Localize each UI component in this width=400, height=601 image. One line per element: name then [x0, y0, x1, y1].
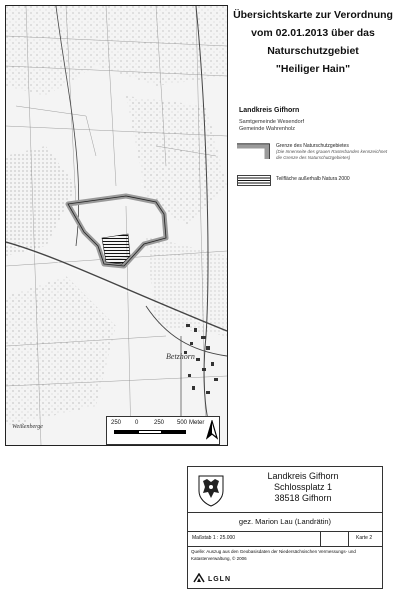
- authority-info-block: [187, 466, 383, 589]
- lgln-logo-text: LGLN: [207, 575, 232, 583]
- legend-natura-label: Teilfläche außerhalb Natura 2000: [276, 176, 350, 182]
- legend-boundary-note: (Die Innenseite des grauen Rasterbandes kennzeichnet die Grenze des Naturschutzgebietes): [276, 149, 388, 160]
- title-line-4: "Heiliger Hain": [275, 63, 351, 75]
- legend-natura-swatch: [237, 173, 271, 184]
- signature-row: gez. Marion Lau (Landrätin): [188, 512, 382, 532]
- lgln-logo-icon: [193, 573, 205, 585]
- gemeinde-label: Gemeinde Wahrenholz: [239, 126, 296, 132]
- title-line-3: Naturschutzgebiet: [267, 45, 359, 57]
- lgln-logo: [193, 573, 231, 585]
- authority-row: [188, 467, 382, 513]
- scale-row: [188, 531, 382, 547]
- scale-label-250: 250: [154, 420, 165, 426]
- scale-bar: [106, 416, 220, 445]
- title-line-2: vom 02.01.2013 über das: [251, 27, 375, 39]
- title-line-1: Übersichtskarte zur Verordnung: [233, 9, 393, 21]
- scale-label-left: 250: [111, 420, 122, 426]
- data-source-note: Quelle: Auszug aus den Geobasisdaten der Niedersächsischen Vermessungs- und Katasterverwaltung, © 2006: [191, 549, 356, 561]
- document-title: [230, 6, 396, 78]
- scale-label-unit: Meter: [189, 420, 205, 426]
- legend-boundary-swatch: [237, 143, 271, 155]
- samtgemeinde-label: Samtgemeinde Wesendorf: [239, 119, 305, 125]
- authority-address: [228, 471, 378, 504]
- overview-map: [5, 5, 228, 446]
- coat-of-arms-icon: [194, 473, 228, 507]
- authority-city: 38518 Gifhorn: [274, 493, 332, 503]
- map-drawing: [6, 6, 227, 445]
- place-label-weissenberge: Weißenberge: [12, 424, 43, 430]
- scale-segment-3: [162, 430, 186, 434]
- scale-row-divider-2: [348, 531, 349, 546]
- sheet-label: Karte 2: [356, 535, 373, 541]
- place-label-betzhorn: Betzhorn: [166, 352, 195, 361]
- legend-boundary: [276, 143, 394, 161]
- authority-name: Landkreis Gifhorn: [267, 471, 339, 481]
- authority-street: Schlossplatz 1: [273, 482, 333, 492]
- scale-segment-1: [114, 430, 138, 434]
- scale-label-500: 500: [177, 420, 188, 426]
- scale-segment-2: [138, 430, 162, 434]
- legend-boundary-label: Grenze des Naturschutzgebietes: [276, 143, 349, 149]
- scale-row-divider: [320, 531, 321, 546]
- map-scale-label: Maßstab 1 : 25.000: [192, 535, 236, 541]
- scale-label-zero: 0: [135, 420, 139, 426]
- district-heading: Landkreis Gifhorn: [239, 107, 300, 114]
